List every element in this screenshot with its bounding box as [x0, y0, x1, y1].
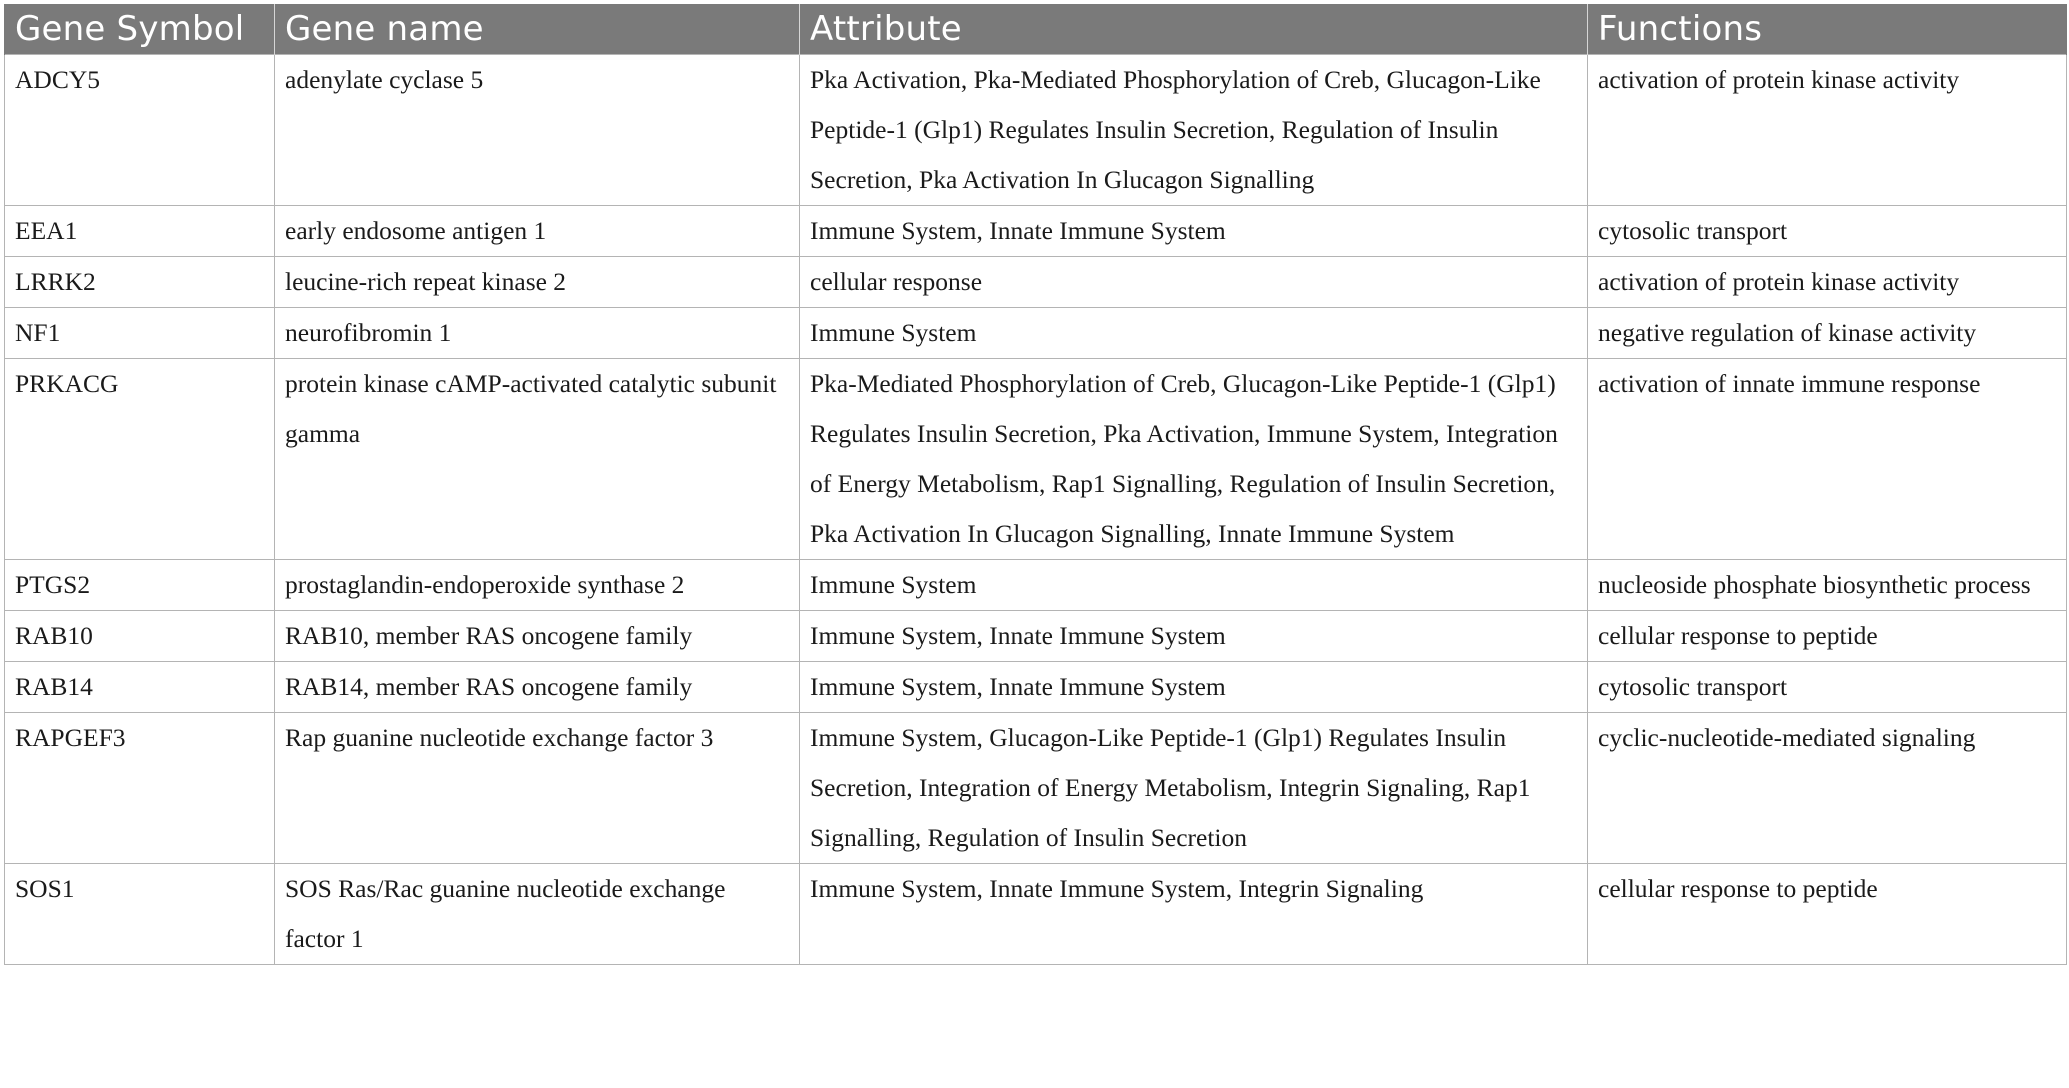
cell-gene-name: early endosome antigen 1 [275, 206, 800, 257]
cell-functions: cytosolic transport [1588, 662, 2067, 713]
cell-functions: activation of protein kinase activity [1588, 55, 2067, 206]
cell-gene-name: Rap guanine nucleotide exchange factor 3 [275, 713, 800, 864]
cell-gene-name: adenylate cyclase 5 [275, 55, 800, 206]
gene-table [4, 4, 2067, 965]
cell-functions: cellular response to peptide [1588, 864, 2067, 965]
cell-functions: negative regulation of kinase activity [1588, 308, 2067, 359]
cell-gene-name: leucine-rich repeat kinase 2 [275, 257, 800, 308]
cell-gene-symbol: LRRK2 [5, 257, 275, 308]
table-row [5, 206, 2067, 257]
table-row [5, 713, 2067, 864]
header-row [5, 4, 2067, 55]
cell-attribute: Immune System, Glucagon-Like Peptide-1 (Glp1) Regulates Insulin Secretion, Integration of Energy Metabolism, Integrin Signaling, Rap1 Signalling, Regulation of Insulin Secretion [800, 713, 1588, 864]
cell-gene-symbol: NF1 [5, 308, 275, 359]
cell-functions: cytosolic transport [1588, 206, 2067, 257]
cell-functions: cyclic-nucleotide-mediated signaling [1588, 713, 2067, 864]
cell-attribute: Immune System, Innate Immune System [800, 206, 1588, 257]
cell-attribute: Immune System, Innate Immune System [800, 611, 1588, 662]
table-row [5, 55, 2067, 206]
cell-attribute: Immune System, Innate Immune System [800, 662, 1588, 713]
cell-gene-name: RAB10, member RAS oncogene family [275, 611, 800, 662]
cell-functions: nucleoside phosphate biosynthetic process [1588, 560, 2067, 611]
cell-gene-name: RAB14, member RAS oncogene family [275, 662, 800, 713]
cell-functions: activation of innate immune response [1588, 359, 2067, 560]
header-functions: Functions [1588, 4, 2067, 55]
cell-attribute: Immune System, Innate Immune System, Integrin Signaling [800, 864, 1588, 965]
cell-gene-name: neurofibromin 1 [275, 308, 800, 359]
cell-gene-symbol: SOS1 [5, 864, 275, 965]
cell-gene-name: protein kinase cAMP-activated catalytic subunit gamma [275, 359, 800, 560]
table-row [5, 662, 2067, 713]
header-attribute: Attribute [800, 4, 1588, 55]
cell-attribute: Immune System [800, 308, 1588, 359]
cell-attribute: Pka-Mediated Phosphorylation of Creb, Glucagon-Like Peptide-1 (Glp1) Regulates Insulin Secretion, Pka Activation, Immune System, Integration of Energy Metabolism, Rap1 Signalling, Regulation of Insulin Secretion, Pka Activation In Glucagon Signalling, Innate Immune System [800, 359, 1588, 560]
gene-table-container [4, 4, 2066, 965]
cell-gene-symbol: PTGS2 [5, 560, 275, 611]
header-gene-symbol: Gene Symbol [5, 4, 275, 55]
cell-attribute: cellular response [800, 257, 1588, 308]
table-row [5, 560, 2067, 611]
cell-gene-symbol: RAPGEF3 [5, 713, 275, 864]
table-row [5, 257, 2067, 308]
table-body [5, 55, 2067, 965]
table-row [5, 359, 2067, 560]
cell-gene-symbol: RAB14 [5, 662, 275, 713]
table-row [5, 864, 2067, 965]
header-gene-name: Gene name [275, 4, 800, 55]
cell-functions: cellular response to peptide [1588, 611, 2067, 662]
table-row [5, 308, 2067, 359]
cell-gene-symbol: RAB10 [5, 611, 275, 662]
cell-attribute: Immune System [800, 560, 1588, 611]
cell-gene-name: SOS Ras/Rac guanine nucleotide exchange factor 1 [275, 864, 800, 965]
cell-gene-symbol: PRKACG [5, 359, 275, 560]
cell-gene-name: prostaglandin-endoperoxide synthase 2 [275, 560, 800, 611]
table-row [5, 611, 2067, 662]
table-header [5, 4, 2067, 55]
cell-gene-symbol: ADCY5 [5, 55, 275, 206]
cell-gene-symbol: EEA1 [5, 206, 275, 257]
cell-functions: activation of protein kinase activity [1588, 257, 2067, 308]
cell-attribute: Pka Activation, Pka-Mediated Phosphorylation of Creb, Glucagon-Like Peptide-1 (Glp1) Regulates Insulin Secretion, Regulation of Insulin Secretion, Pka Activation In Glucagon Signalling [800, 55, 1588, 206]
